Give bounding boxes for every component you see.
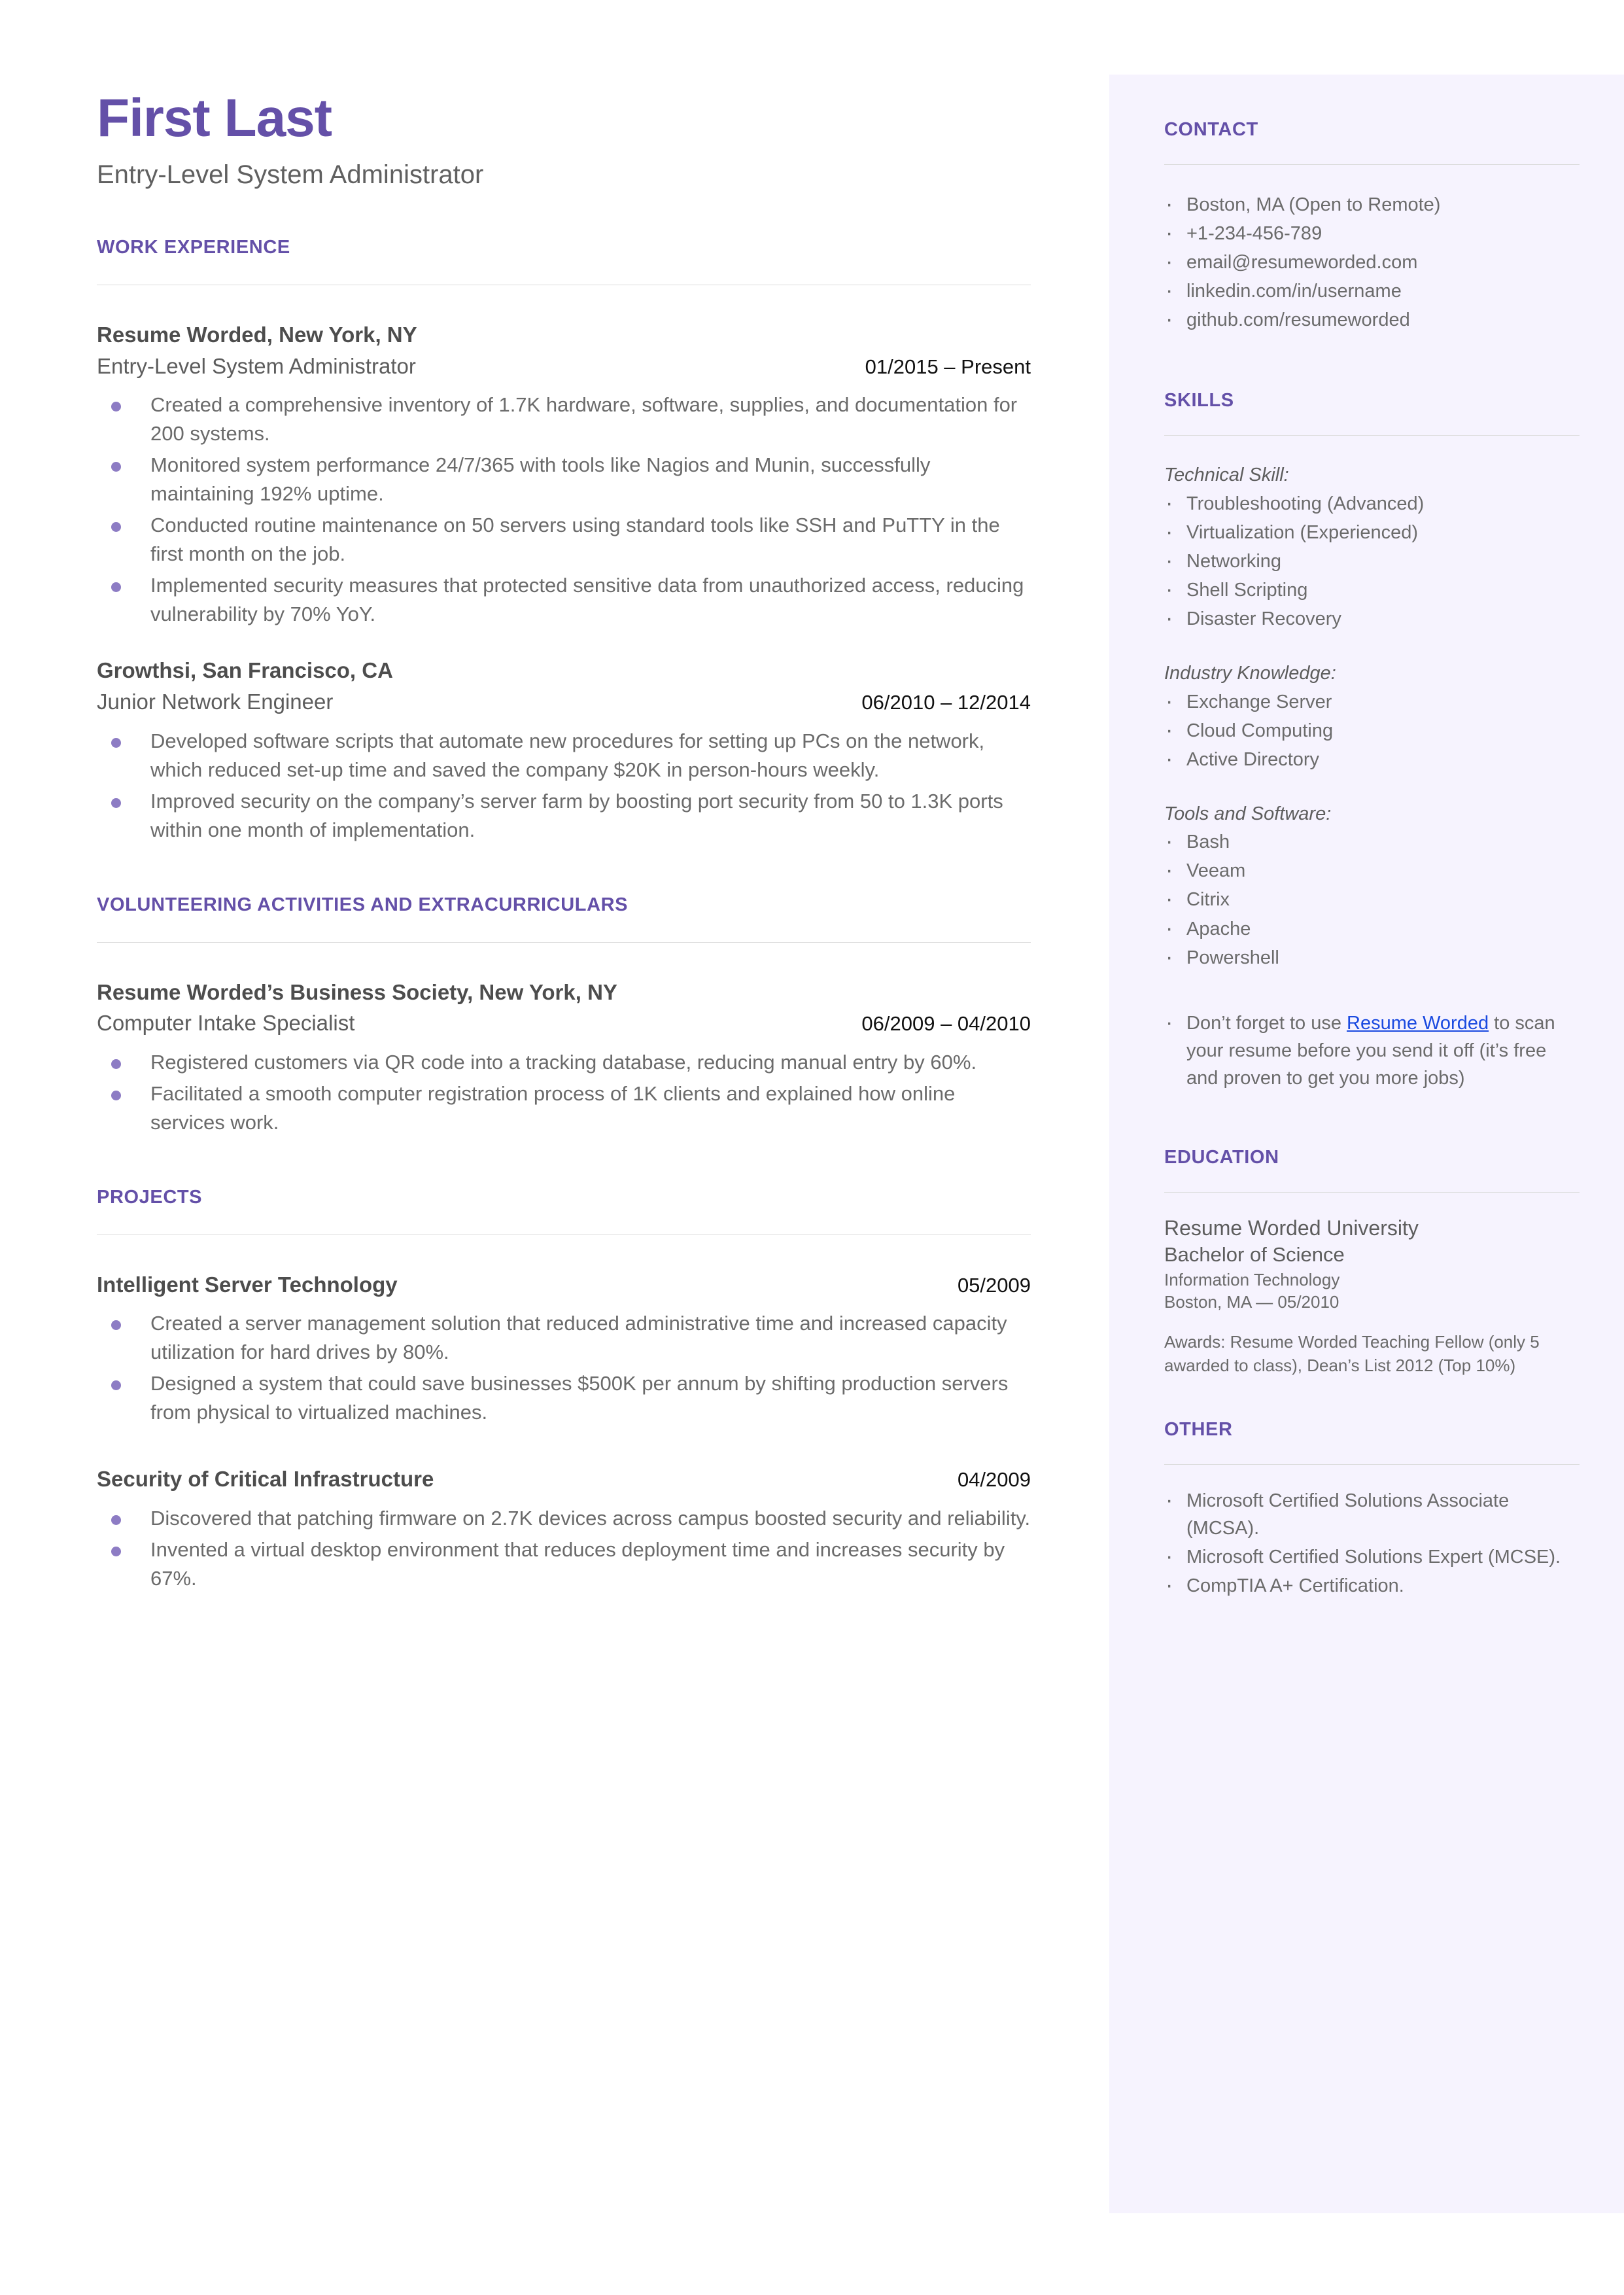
list-item: · Shell Scripting bbox=[1164, 576, 1580, 604]
section-heading-work-experience: WORK EXPERIENCE bbox=[97, 237, 290, 258]
education-location-date: Boston, MA — 05/2010 bbox=[1164, 1292, 1339, 1312]
skills-group-label-technical: Technical Skill: bbox=[1164, 464, 1289, 486]
entry-date: 06/2010 – 12/2014 bbox=[861, 690, 1031, 714]
sidebar-heading-contact: CONTACT bbox=[1164, 119, 1258, 140]
project-date: 04/2009 bbox=[957, 1468, 1031, 1492]
list-item: · Bash bbox=[1164, 828, 1580, 856]
project-entry bbox=[97, 1272, 1031, 1428]
education-awards: Awards: Resume Worded Teaching Fellow (only 5 awarded to class), Dean’s List 2012 (Top 10%) bbox=[1164, 1332, 1540, 1375]
entry-organization: Resume Worded’s Business Society, New York, NY bbox=[97, 979, 617, 1004]
list-item: · Microsoft Certified Solutions Expert (MCSE). bbox=[1164, 1543, 1580, 1571]
list-item: Registered customers via QR code into a tracking database, reducing manual entry by 60%. bbox=[97, 1048, 1031, 1077]
project-entry bbox=[97, 1466, 1031, 1593]
work-entry bbox=[97, 657, 1031, 844]
sidebar bbox=[1109, 75, 1624, 2213]
project-bullet-list bbox=[97, 1309, 1031, 1427]
sidebar-heading-education: EDUCATION bbox=[1164, 1146, 1279, 1168]
list-item: Designed a system that could save businesses $500K per annum by shifting production servers from physical to virtualized machines. bbox=[97, 1369, 1031, 1427]
entry-role-row bbox=[97, 353, 1031, 379]
entry-bullet-list bbox=[97, 727, 1031, 845]
list-item: Invented a virtual desktop environment that reduces deployment time and increases security by 67%. bbox=[97, 1535, 1031, 1593]
skills-group-label-industry: Industry Knowledge: bbox=[1164, 663, 1336, 684]
entry-date: 01/2015 – Present bbox=[865, 355, 1031, 378]
other-list bbox=[1164, 1487, 1580, 1600]
list-item: · Powershell bbox=[1164, 944, 1580, 972]
entry-organization: Growthsi, San Francisco, CA bbox=[97, 658, 393, 683]
volunteering-entry bbox=[97, 979, 1031, 1137]
project-date: 05/2009 bbox=[957, 1273, 1031, 1297]
project-title-row bbox=[97, 1466, 1031, 1492]
list-item: · Disaster Recovery bbox=[1164, 605, 1580, 633]
contact-list bbox=[1164, 191, 1580, 334]
list-item: · Apache bbox=[1164, 915, 1580, 943]
section-heading-volunteering: VOLUNTEERING ACTIVITIES AND EXTRACURRICULARS bbox=[97, 894, 629, 915]
section-heading-projects: PROJECTS bbox=[97, 1186, 203, 1208]
list-item: · Cloud Computing bbox=[1164, 717, 1580, 745]
list-item: Monitored system performance 24/7/365 with tools like Nagios and Munin, successfully maintaining 192% uptime. bbox=[97, 451, 1031, 508]
project-title: Security of Critical Infrastructure bbox=[97, 1467, 434, 1492]
list-item: Implemented security measures that protected sensitive data from unauthorized access, reducing vulnerability by 70% YoY. bbox=[97, 571, 1031, 629]
list-item: Created a server management solution that reduced administrative time and increased capacity utilization for hard drives by 80%. bbox=[97, 1309, 1031, 1367]
list-item: · Exchange Server bbox=[1164, 688, 1580, 716]
list-item: · Microsoft Certified Solutions Associate (MCSA). bbox=[1164, 1487, 1580, 1542]
contact-item-phone[interactable]: · +1-234-456-789 bbox=[1164, 220, 1580, 247]
entry-role: Computer Intake Specialist bbox=[97, 1011, 355, 1036]
list-item: Developed software scripts that automate new procedures for setting up PCs on the network, which reduced set-up time and saved the company $20K in person-hours weekly. bbox=[97, 727, 1031, 784]
entry-bullet-list bbox=[97, 1048, 1031, 1137]
contact-item-linkedin[interactable]: · linkedin.com/in/username bbox=[1164, 277, 1580, 305]
education-school: Resume Worded University bbox=[1164, 1216, 1419, 1240]
education-degree: Bachelor of Science bbox=[1164, 1243, 1345, 1267]
entry-role-row bbox=[97, 1010, 1031, 1036]
contact-item-email[interactable]: · email@resumeworded.com bbox=[1164, 249, 1580, 276]
list-item: · Networking bbox=[1164, 548, 1580, 575]
entry-date: 06/2009 – 04/2010 bbox=[861, 1012, 1031, 1036]
list-item: · Virtualization (Experienced) bbox=[1164, 519, 1580, 546]
project-title-row bbox=[97, 1272, 1031, 1298]
promo-text-after: to scan your resume before you send it off (it’s free and proven to get you more jobs) bbox=[1186, 1012, 1555, 1089]
skills-list-tools bbox=[1164, 828, 1580, 971]
list-item: · Veeam bbox=[1164, 857, 1580, 885]
contact-item-location: · Boston, MA (Open to Remote) bbox=[1164, 191, 1580, 219]
skills-list-industry bbox=[1164, 688, 1580, 773]
list-item: · CompTIA A+ Certification. bbox=[1164, 1572, 1580, 1600]
education-field: Information Technology bbox=[1164, 1269, 1340, 1289]
sidebar-heading-other: OTHER bbox=[1164, 1419, 1233, 1441]
candidate-name: First Last bbox=[97, 88, 332, 148]
entry-role: Junior Network Engineer bbox=[97, 689, 334, 714]
contact-item-github[interactable]: · github.com/resumeworded bbox=[1164, 306, 1580, 334]
project-bullet-list bbox=[97, 1504, 1031, 1593]
list-item: Created a comprehensive inventory of 1.7K hardware, software, supplies, and documentation for 200 systems. bbox=[97, 391, 1031, 448]
promo-text-before: Don’t forget to use bbox=[1186, 1012, 1347, 1034]
list-item: · Active Directory bbox=[1164, 746, 1580, 773]
entry-role: Entry-Level System Administrator bbox=[97, 353, 416, 378]
list-item: Discovered that patching firmware on 2.7K devices across campus boosted security and reliability. bbox=[97, 1504, 1031, 1533]
list-item: · Citrix bbox=[1164, 886, 1580, 913]
work-entry bbox=[97, 322, 1031, 629]
main-content-column bbox=[0, 0, 1109, 1596]
project-title: Intelligent Server Technology bbox=[97, 1272, 398, 1297]
list-item: Facilitated a smooth computer registration process of 1K clients and explained how online services work. bbox=[97, 1079, 1031, 1137]
list-item: · Troubleshooting (Advanced) bbox=[1164, 490, 1580, 517]
skills-group-label-tools: Tools and Software: bbox=[1164, 803, 1332, 824]
resume-worded-link[interactable]: Resume Worded bbox=[1347, 1012, 1489, 1034]
skills-list-technical bbox=[1164, 490, 1580, 633]
list-item: Conducted routine maintenance on 50 servers using standard tools like SSH and PuTTY in the first month on the job. bbox=[97, 511, 1031, 569]
entry-role-row bbox=[97, 689, 1031, 715]
list-item: Improved security on the company’s server farm by boosting port security from 50 to 1.3K ports within one month of implementation. bbox=[97, 787, 1031, 845]
entry-bullet-list bbox=[97, 391, 1031, 629]
candidate-headline: Entry-Level System Administrator bbox=[97, 160, 484, 189]
sidebar-heading-skills: SKILLS bbox=[1164, 390, 1234, 412]
resume-worded-promo-note bbox=[1164, 1009, 1580, 1092]
entry-organization: Resume Worded, New York, NY bbox=[97, 323, 417, 347]
